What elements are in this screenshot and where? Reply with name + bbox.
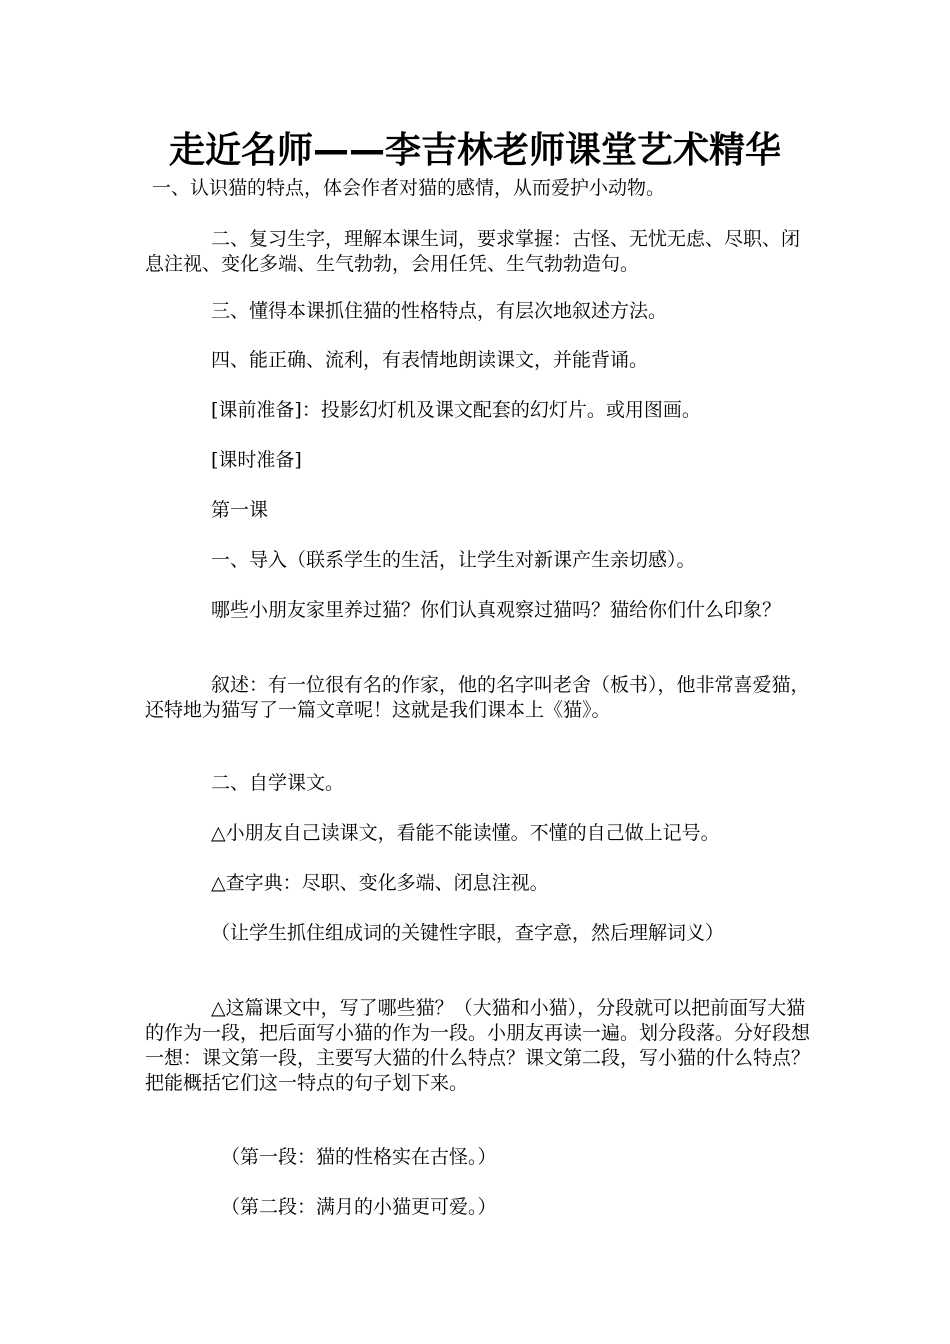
paragraph-segment-one: （第一段：猫的性格实在古怪。） [221, 1146, 497, 1168]
paragraph-segmentation: △这篇课文中，写了哪些猫？（大猫和小猫），分段就可以把前面写大猫的作为一段，把后面写小猫的作为一段。小朋友再读一遍。划分段落。分好段想一想：课文第一段，主要写大猫的什么特点？课文第二段，写小猫的什么特点？把能概括它们这一特点的句子划下来。 [145, 997, 811, 1094]
paragraph-first-lesson: 第一课 [211, 499, 269, 521]
document-title: 走近名师——李吉林老师课堂艺术精华 [168, 130, 781, 171]
paragraph-question: 哪些小朋友家里养过猫？你们认真观察过猫吗？猫给你们什么印象？ [211, 599, 782, 621]
paragraph-lesson-prep: [课时准备] [211, 449, 302, 471]
paragraph-segment-two: （第二段：满月的小猫更可爱。） [221, 1196, 497, 1218]
paragraph-objective-4: 四、能正确、流利，有表情地朗读课文，并能背诵。 [211, 349, 649, 371]
paragraph-intro: 一、导入（联系学生的生活，让学生对新课产生亲切感）。 [211, 549, 696, 571]
paragraph-narration: 叙述：有一位很有名的作家，他的名字叫老舍（板书），他非常喜爱猫，还特地为猫写了一篇文章呢！这就是我们课本上《猫》。 [145, 674, 810, 721]
paragraph-word-meaning: （让学生抓住组成词的关键性字眼，查字意，然后理解词义） [211, 922, 725, 944]
paragraph-dictionary: △查字典：尽职、变化多端、闭息注视。 [211, 872, 549, 894]
paragraph-read-text: △小朋友自己读课文，看能不能读懂。不懂的自己做上记号。 [211, 822, 720, 844]
paragraph-objective-3: 三、懂得本课抓住猫的性格特点，有层次地叙述方法。 [211, 300, 668, 322]
paragraph-objective-1: 一、认识猫的特点，体会作者对猫的感情，从而爱护小动物。 [152, 177, 666, 199]
paragraph-preparation: [课前准备]：投影幻灯机及课文配套的幻灯片。或用图画。 [211, 399, 701, 421]
paragraph-objective-2: 二、复习生字，理解本课生词，要求掌握：古怪、无忧无虑、尽职、闭息注视、变化多端、生气勃勃，会用任凭、生气勃勃造句。 [145, 228, 801, 275]
paragraph-self-study: 二、自学课文。 [211, 772, 345, 794]
